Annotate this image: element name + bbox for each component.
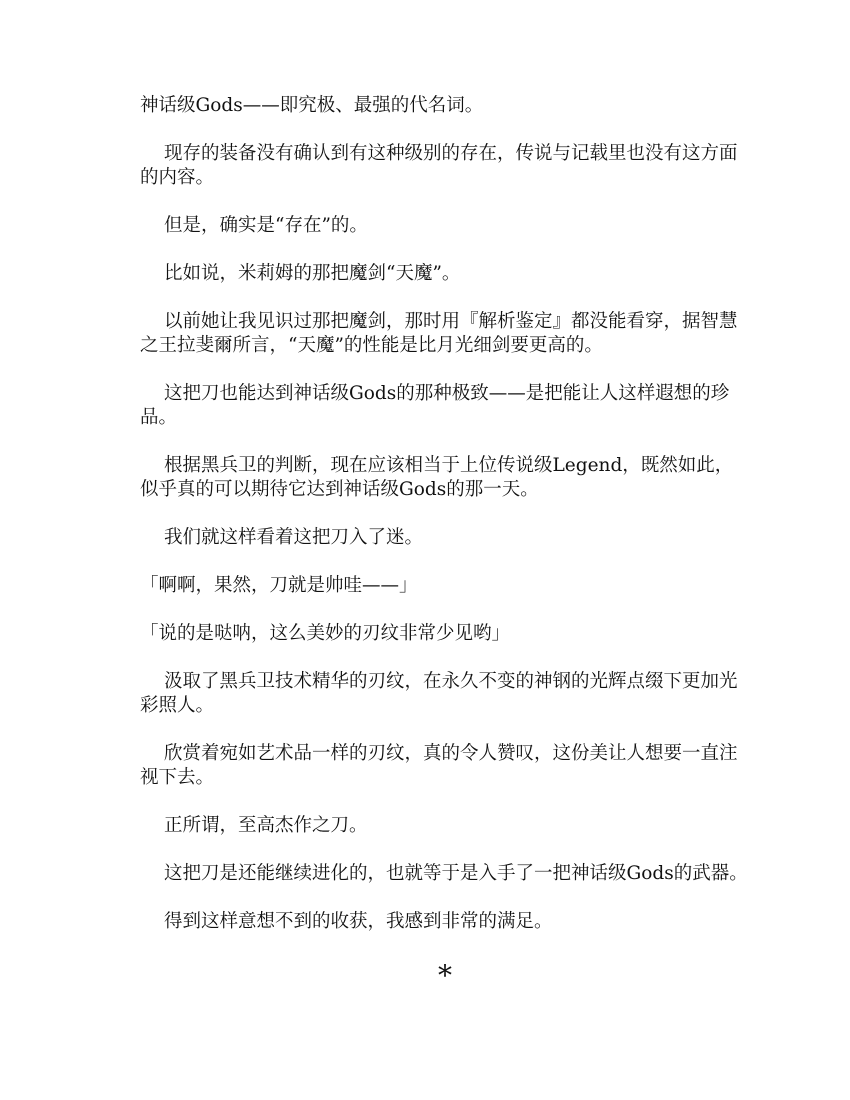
paragraph: 得到这样意想不到的收获，我感到非常的满足。 <box>164 911 553 932</box>
section-separator: * <box>438 959 452 992</box>
paragraph: 欣赏着宛如艺术品一样的刃纹，真的令人赞叹，这份美让人想要一直注视下去。 <box>140 743 738 788</box>
paragraph: 我们就这样看着这把刀入了迷。 <box>164 527 424 548</box>
paragraph: 这把刀也能达到神话级Gods的那种极致——是把能让人这样遐想的珍品。 <box>140 383 730 428</box>
paragraph: 比如说，米莉姆的那把魔剑“天魔”。 <box>164 263 461 284</box>
paragraph: 但是，确实是“存在”的。 <box>164 215 368 236</box>
paragraph: 这把刀是还能继续进化的，也就等于是入手了一把神话级Gods的武器。 <box>164 863 748 884</box>
dialogue-line: 「说的是哒呐，这么美妙的刃纹非常少见哟」 <box>140 623 511 644</box>
paragraph: 神话级Gods——即究极、最强的代名词。 <box>140 95 484 116</box>
paragraph: 汲取了黑兵卫技术精华的刃纹，在永久不变的神钢的光辉点缀下更加光彩照人。 <box>140 671 738 716</box>
dialogue-line: 「啊啊，果然，刀就是帅哇——」 <box>140 575 418 596</box>
paragraph: 正所谓，至高杰作之刀。 <box>164 815 368 836</box>
paragraph: 现存的装备没有确认到有这种级别的存在，传说与记载里也没有这方面的内容。 <box>140 143 738 188</box>
paragraph: 根据黑兵卫的判断，现在应该相当于上位传说级Legend，既然如此，似乎真的可以期待它达到神话级Gods的那一天。 <box>140 455 734 500</box>
body-text <box>140 94 750 958</box>
paragraph: 以前她让我见识过那把魔剑，那时用『解析鉴定』都没能看穿，据智慧之王拉斐爾所言，“天魔”的性能是比月光细剑要更高的。 <box>140 311 738 356</box>
